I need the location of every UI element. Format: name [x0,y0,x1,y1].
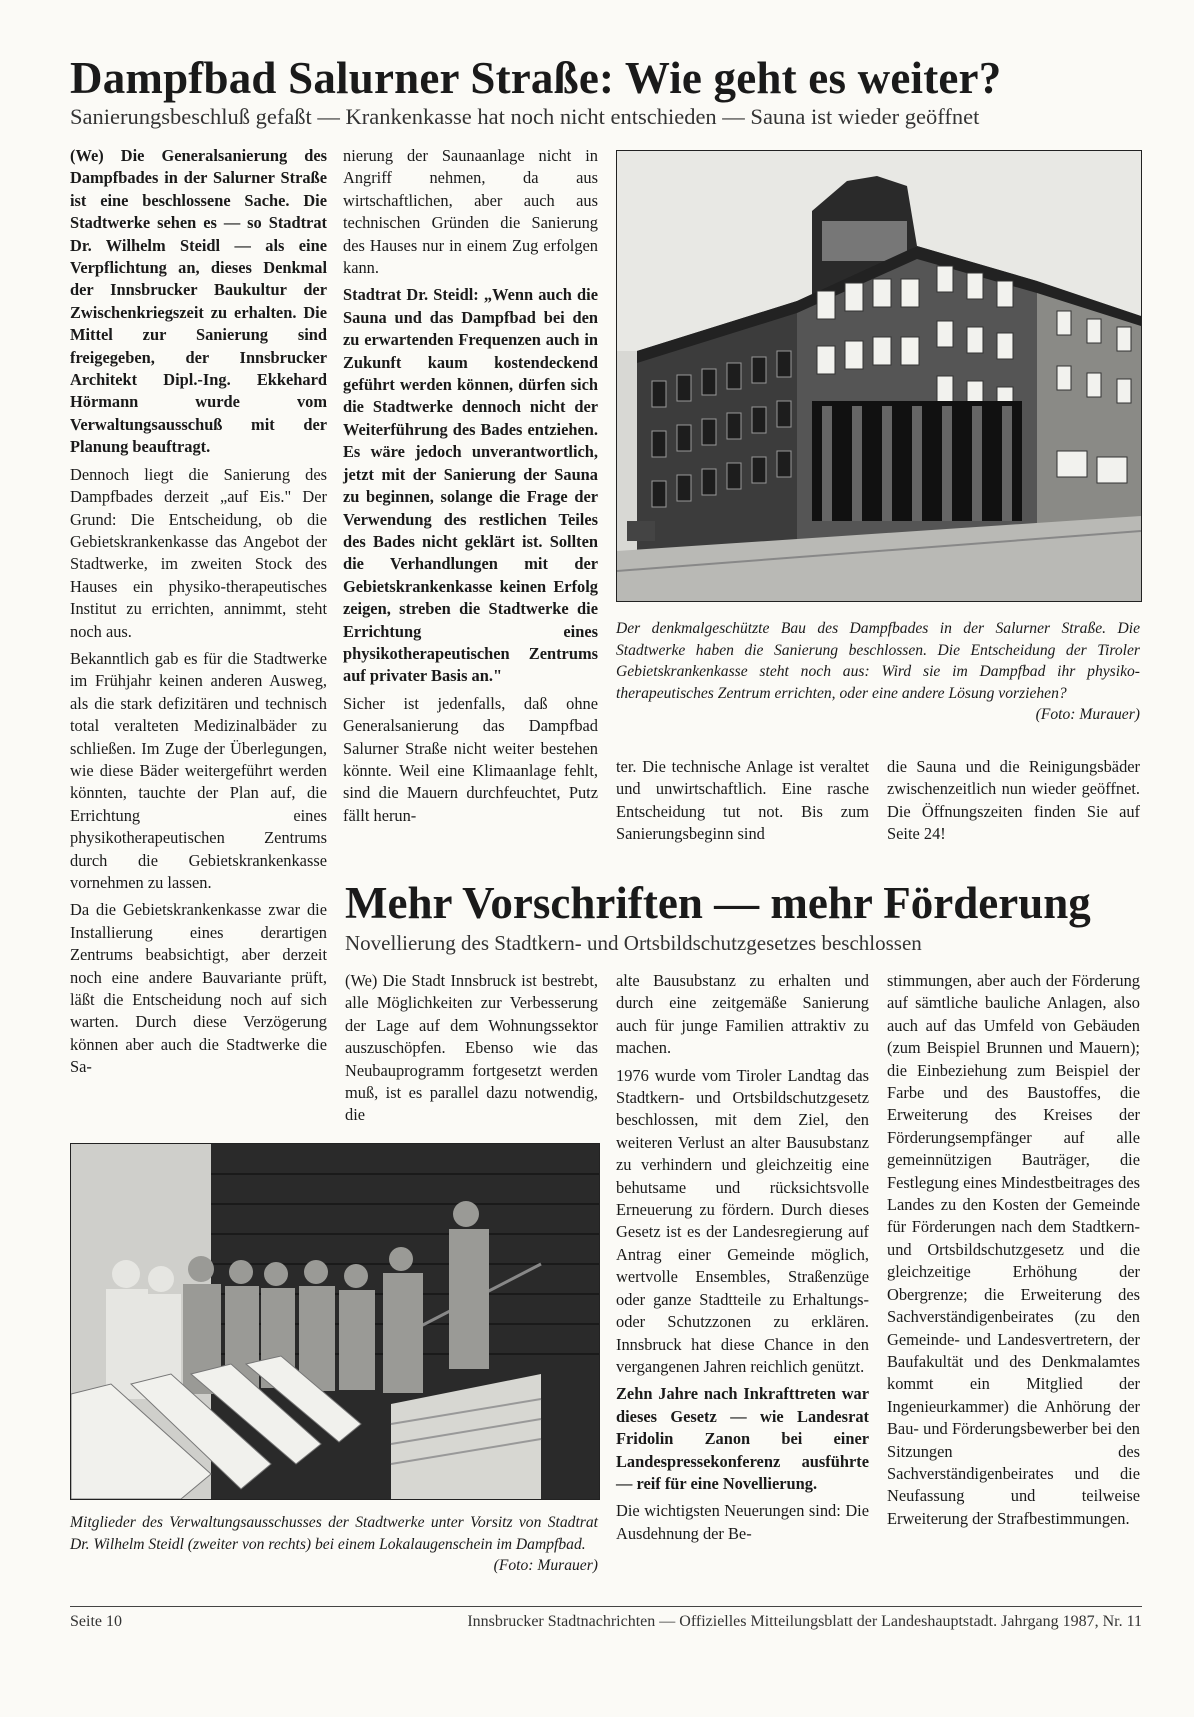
photo-credit: (Foto: Murauer) [1035,706,1140,723]
article2-column-3 [887,970,1140,1535]
article2-paragraph: stimmungen, aber auch der Förderung auf sämtliche bauliche Anlagen, also auch auf das Umfeld von Gebäuden (zum Beispiel Brunnen und Mauern); die Einbeziehung zum Beispiel der Farbe und des Baustoffes, die Erweiterung des Kreises der Förderungsempfänger auf alle gemeinnützigen Bauträger, die Festlegung eines Mindestbeitrages des Landes zu den Kosten der Gemeinde für Förderungen nach dem Stadtkern- und Ortsbildschutzgesetz und die gleichzeitige Erhöhung der Obergrenze; die Erweiterung des Sachverständigenbeirates (zu den Gemeinde- und Landesvertretern, der Baufakultät und des Denkmalamtes kommt ein Mitglied der Ingenieurkammer) die Anhörung der Bau- und Förderungsbewerber bei den Sitzungen des Sachverständigenbeirates und die Neufassung und teilweise Erweiterung der Strafbestimmungen. [887,971,1140,1528]
article1-column-3 [616,756,869,851]
article2-paragraph: (We) Die Stadt Innsbruck ist bestrebt, alle Möglichkeiten zur Verbesserung der Lage auf dem Wohnungssektor auszuschöpfen. Ebenso wie das Neubauprogramm fortgesetzt werden muß, ist es parallel dazu notwendig, die [345,971,598,1125]
headline-dampfbad: Dampfbad Salurner Straße: Wie geht es weiter? [70,53,1002,103]
subheadline-dampfbad: Sanierungsbeschluß gefaßt — Krankenkasse hat noch nicht entschieden — Sauna ist wieder geöffnet [70,104,980,129]
article1-column-1 [70,145,327,1084]
article2-paragraph: Die wichtigsten Neuerungen sind: Die Ausdehnung der Be- [616,1501,869,1543]
article2-column-1 [345,970,598,1132]
article1-paragraph: die Sauna und die Reinigungsbäder zwischenzeitlich nun wieder geöffnet. Die Öffnungszeiten finden Sie auf Seite 24! [887,757,1140,844]
article1-column-2 [343,145,598,832]
photo-caption-building [616,618,1140,726]
article1-lead: (We) Die Generalsanierung des Dampfbades in der Salurner Straße ist eine beschlossene Sache. Die Stadtwerke sehen es — so Stadtrat Dr. Wilhelm Steidl — als eine Verpflichtung an, dieses Denkmal der Innsbrucker Baukultur der Zwischenkriegszeit zu erhalten. Die Mittel zur Sanierung sind freigegeben, der Innsbrucker Architekt Dipl.-Ing. Ekkehard Hörmann wurde vom Verwaltungsausschuß mit der Planung beauftragt. [70,146,327,457]
photo-sauna-visit [70,1143,600,1500]
page-footer [70,1606,1142,1633]
article1-paragraph: Bekanntlich gab es für die Stadtwerke im Frühjahr keinen anderen Ausweg, als die stark defizitären und technisch total veralteten Medizinalbäder zu schließen. Im Zuge der Überlegungen, wie diese Bäder weitergeführt werden könnten, tauchte der Plan auf, die Errichtung eines physikotherapeutischen Zentrums durch die Gebietskrankenkasse vornehmen zu lassen. [70,648,327,892]
photo-credit: (Foto: Murauer) [493,1557,598,1574]
article2-highlight: Zehn Jahre nach Inkrafttreten war dieses Gesetz — wie Landesrat Fridolin Zanon bei einer Landespressekonferenz ausführte — reif für eine Novellierung. [616,1384,869,1493]
article1-paragraph: Sicher ist jedenfalls, daß ohne Generalsanierung das Dampfbad Salurner Straße nicht weiter bestehen könnte. Weil eine Klimaanlage fehlt, sind die Mauern durchfeuchtet, Putz fällt herun- [343,693,598,825]
article2-paragraph: 1976 wurde vom Tiroler Landtag das Stadtkern- und Ortsbildschutzgesetz beschlossen, mit dem Ziel, den weiteren Verlust an alter Bausubstanz zu verhindern und gleichzeitig eine behutsame und rücksichtsvolle Erneuerung zu fördern. Durch dieses Gesetz ist es der Landesregierung auf Antrag einer Gemeinde möglich, wertvolle Ensembles, Straßenzüge oder ganze Stadtteile zu Erhaltungs- oder Schutzzonen zu erklären. Innsbruck hat diese Chance in den vergangenen Jahren reichlich genützt. [616,1065,869,1376]
headline-vorschriften: Mehr Vorschriften — mehr Förderung [345,878,1091,928]
article1-paragraph: nierung der Saunaanlage nicht in Angriff nehmen, da aus wirtschaftlichen, aber auch aus technischen Gründen die Sanierung des Hauses nur in einem Zug erfolgen kann. [343,146,598,278]
publication-line: Innsbrucker Stadtnachrichten — Offizielles Mitteilungsblatt der Landeshauptstadt. Jahrgang 1987, Nr. 11 [467,1613,1142,1630]
subheadline-vorschriften: Novellierung des Stadtkern- und Ortsbildschutzgesetzes beschlossen [345,931,922,955]
article2-column-2 [616,970,869,1550]
article1-paragraph: ter. Die technische Anlage ist veraltet und unwirtschaftlich. Eine rasche Entscheidung tut not. Bis zum Sanierungsbeginn sind [616,757,869,844]
caption-text: Mitglieder des Verwaltungsausschusses der Stadtwerke unter Vorsitz von Stadtrat Dr. Wilhelm Steidl (zweiter von rechts) bei einem Lokalaugenschein im Dampfbad. [70,1514,598,1553]
article1-column-4 [887,756,1140,851]
page-number: Seite 10 [70,1613,122,1630]
article1-paragraph: Dennoch liegt die Sanierung des Dampfbades derzeit „auf Eis." Der Grund: Die Entscheidung, ob die Gebietskrankenkasse das Angebot der Stadtwerke, im zweiten Stock des Hauses ein physiko-therapeutisches Institut zu errichten, annimmt, steht noch aus. [70,464,327,641]
building-illustration [617,151,1141,601]
article1-paragraph: Da die Gebietskrankenkasse zwar die Installierung eines derartigen Zentrums beabsichtigt, aber derzeit noch eine andere Bauvariante prüft, läßt die Entscheidung noch auf sich warten. Durch diese Verzögerung können aber auch die Stadtwerke die Sa- [70,900,327,1077]
article2-paragraph: alte Bausubstanz zu erhalten und durch eine zeitgemäße Sanierung auch für junge Familien attraktiv zu machen. [616,971,869,1058]
article1-quote: Stadtrat Dr. Steidl: „Wenn auch die Sauna und das Dampfbad bei den zu erwartenden Frequenzen auch in Zukunft kaum kostendeckend geführt werden können, dürfen sich die Stadtwerke dennoch nicht der Weiterführung des Bades entziehen. Es wäre jedoch unverantwortlich, jetzt mit der Sanierung der Sauna zu beginnen, solange die Frage der Verwendung des restlichen Teiles des Bades nicht geklärt ist. Sollten die Verhandlungen mit der Gebietskrankenkasse keinen Erfolg zeigen, streben die Stadtwerke die Errichtung eines physikotherapeutischen Zentrums auf privater Basis an." [343,285,598,686]
photo-dampfbad-building [616,150,1142,602]
photo-caption-sauna [70,1512,598,1577]
sauna-illustration [71,1144,599,1499]
caption-text: Der denkmalgeschützte Bau des Dampfbades in der Salurner Straße. Die Stadtwerke haben die Sanierung beschlossen. Die Entscheidung der Tiroler Gebietskrankenkasse steht noch aus: Wird sie im Dampfbad ihr physiko-therapeutisches Zentrum errichten, oder eine andere Lösung vorziehen? [616,620,1140,702]
